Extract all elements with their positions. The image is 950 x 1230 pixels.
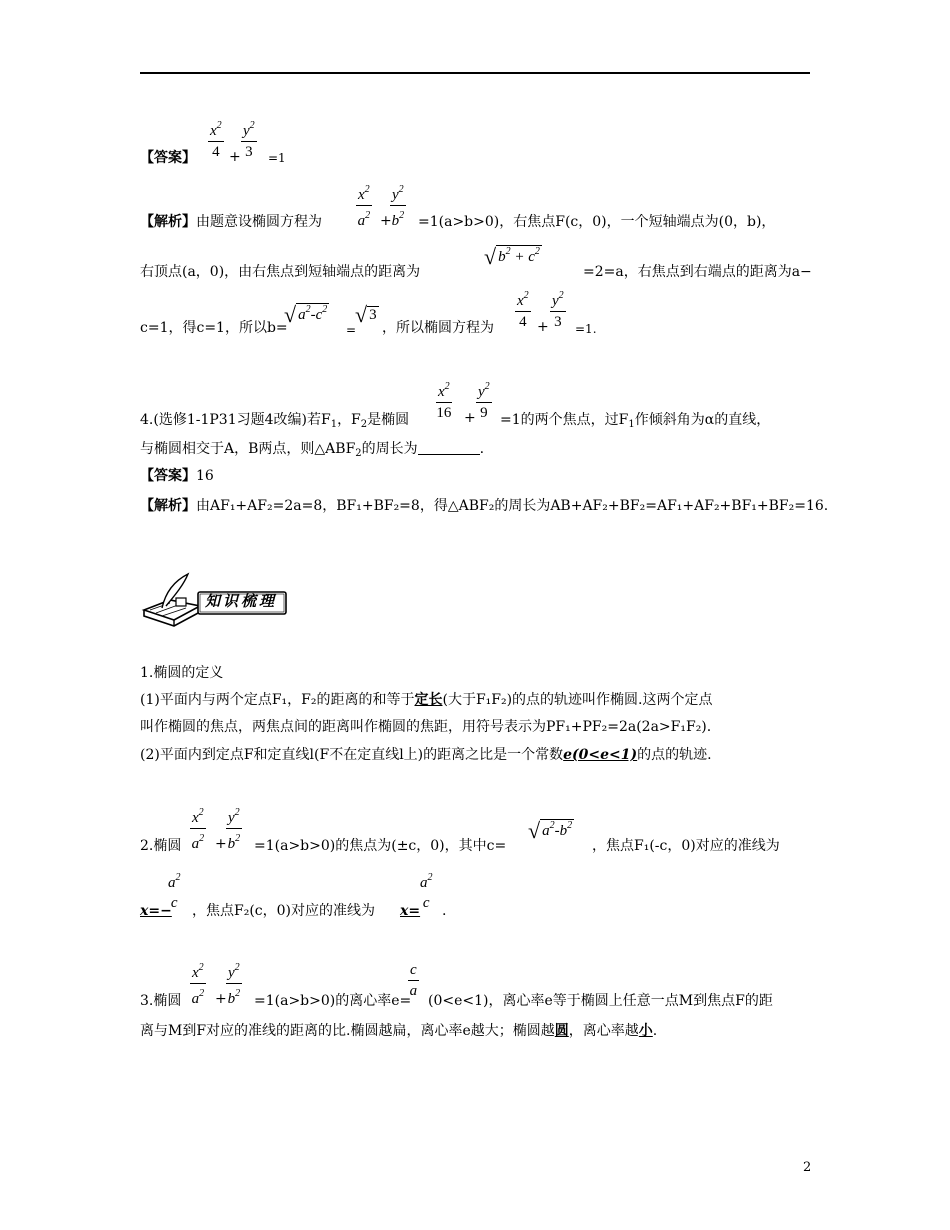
header-rule [140,72,810,74]
fraction-y2-b2: $\frac{y^2}{b^2}$ [226,803,242,854]
q4-text: ，F [337,412,361,428]
fraction-x2-16: $\frac{x^2}{16}$ [436,377,452,423]
analysis-line-1 [140,212,322,232]
analysis-line-3-end: =1. [575,322,597,336]
plus-sign: + [229,149,241,165]
k1-line-3 [140,745,712,765]
question-4-line-1: 4.(选修1-1P31习题4改编)若$F_1$，$F_2$是椭圆 [140,412,410,430]
fraction-x2-a2: $\frac{x^2}{a^2}$ [190,803,206,854]
sqrt-b2-c2: √ $b^2 + c^2$ [484,244,540,269]
k3-line-2 [140,1021,657,1041]
k1-title: 1.椭圆的定义 [140,665,224,681]
answer-label: 【答案】 [140,150,196,166]
question-4-line-2: 与椭圆相交于A，B两点，则$\triangle ABF_2$的周长为 . [140,441,485,459]
page-number: 2 [803,1160,812,1175]
fraction-x2-4: $\frac{x^2}{4}$ [208,116,224,162]
analysis-text: 由题意设椭圆方程为 [196,214,322,230]
q4-text: =1的两个焦点，过F [500,412,629,428]
q4-text: 的周长为 [361,441,418,457]
analysis-label: 【解析】 [140,498,196,514]
k1-text: (大于F₁F₂)的点的轨迹叫作椭圆.这两个定点 [442,692,713,708]
q4-text: 是椭圆 [367,412,410,428]
analysis-line-1-rest: =1(a>b>0)，右焦点F(c，0)，一个短轴端点为(0，b)， [418,214,776,230]
k1-text: (1)平面内与两个定点F₁，F₂的距离的和等于 [140,692,415,708]
q4-text: 与椭圆相交于A，B两点，则△ABF [140,441,356,457]
answer-label: 【答案】 [140,468,196,484]
k1-line-1 [140,690,713,710]
analysis-label: 【解析】 [140,214,196,230]
answer-blank [418,440,480,455]
fraction-x2-a2: $\frac{x^2}{a^2}$ [356,180,372,231]
k1-underlined: e(0<e<1) [563,747,638,763]
k3-label: 3.椭圆 [140,993,182,1009]
k2-line-1: =1(a>b>0)的焦点为(±c，0)，其中c= [254,838,507,854]
plus-sign: + [380,213,392,229]
fraction-y2-3: $\frac{y^2}{3}$ [550,286,566,332]
fraction-y2-b2: $\frac{y^2}{b^2}$ [226,958,242,1009]
sqrt-a2-b2: √ $a^2-b^2$ [528,818,573,843]
analysis-line-3-mid: ，所以椭圆方程为 [382,320,494,336]
answer-value: 16 [196,468,214,484]
fraction-x2-4: $\frac{x^2}{4}$ [515,286,531,332]
k3-text: . [652,1023,658,1039]
plus-sign: + [215,991,227,1007]
k1-text: 的点的轨迹. [637,747,712,763]
analysis-text: 由AF₁+AF₂=2a=8，BF₁+BF₂=8，得△ABF₂的周长为AB+AF₂+BF₂=AF₁+AF₂+BF₁+BF₂=16. [196,498,829,514]
plus-sign: + [537,319,549,335]
answer-4 [140,466,214,486]
k3-line-1: =1(a>b>0)的离心率e= [254,993,412,1009]
analysis-line-3: c=1，得c=1，所以b= [140,320,288,336]
q4-text: 作倾斜角为α的直线， [634,412,771,428]
analysis-line-2: 右顶点(a，0)，由右焦点到短轴端点的距离为 [140,264,421,280]
k3-text: ，离心率越 [568,1023,639,1039]
fraction-y2-b2: $\frac{y^2}{b^2}$ [390,180,406,231]
analysis-4 [140,496,828,516]
directrix-left: x=− [140,903,172,919]
q4-text: 4.(选修1-1P31习题4改编)若F [140,412,331,428]
fraction-y2-9: $\frac{y^2}{9}$ [476,377,492,423]
k3-underlined: 小 [638,1023,653,1039]
k2-period: . [442,903,447,919]
equals-sign: = [346,323,357,337]
logo-text: 知识梳理 [205,592,278,610]
k2-line-2: ，焦点F₂(c，0)对应的准线为 [192,903,375,919]
k2-label: 2.椭圆 [140,838,182,854]
k1-underlined: 定长 [414,692,443,708]
question-4-line-1-rest: =1的两个焦点，过$F_1$作倾斜角为α的直线， [500,412,771,430]
k1-line-2: 叫作椭圆的焦点，两焦点间的距离叫作椭圆的焦距，用符号表示为PF₁+PF₂=2a(2a>F₁F₂). [140,719,712,735]
plus-sign: + [215,836,227,852]
plus-sign: + [464,410,476,426]
fraction-a2-c: $a^2$ c [420,872,433,911]
sqrt-3: √ 3 [355,302,377,327]
k1-text: (2)平面内到定点F和定直线l(F不在定直线l上)的距离之比是一个常数 [140,747,564,763]
sqrt-a2-c2: √ $a^2-c^2$ [284,302,328,327]
fraction-a2-c: $a^2$ c [168,872,181,911]
k3-text: 离与M到F对应的准线的距离的比.椭圆越扁，离心率e越大；椭圆越 [140,1023,555,1039]
k3-underlined: 圆 [554,1023,569,1039]
analysis-line-2-rest: =2=a，右焦点到右端点的距离为a− [583,264,812,280]
k2-line-1-rest: ，焦点F₁(-c，0)对应的准线为 [592,838,780,854]
fraction-y2-3: $\frac{y^2}{3}$ [241,116,257,162]
fraction-c-a: $\frac{c}{a}$ [409,962,418,999]
directrix-right: x= [400,903,421,919]
fraction-x2-a2: $\frac{x^2}{a^2}$ [190,958,206,1009]
answer-value: =1 [268,151,286,165]
k3-line-1-rest: (0<e<1)，离心率e等于椭圆上任意一点M到焦点F的距 [428,993,773,1009]
